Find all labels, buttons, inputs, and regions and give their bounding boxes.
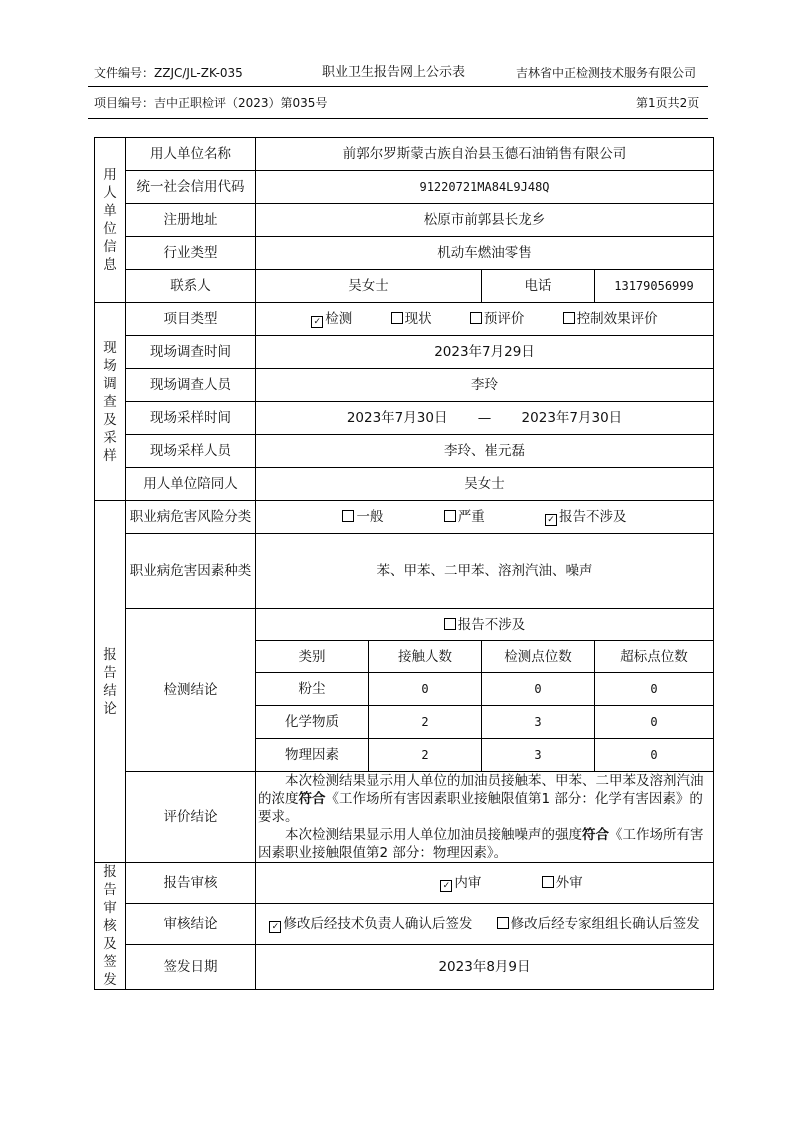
survey-time: 2023年7月29日: [256, 336, 714, 369]
detection-header: 类别: [256, 641, 369, 673]
industry-label: 行业类型: [126, 237, 256, 270]
option-detection[interactable]: ✓ 检测: [311, 310, 352, 328]
employer-name: 前郭尔罗斯蒙古族自治县玉德石油销售有限公司: [256, 138, 714, 171]
detection-cell: 化学物质: [256, 706, 369, 739]
detection-na-option[interactable]: 报告不涉及: [256, 609, 714, 641]
detection-cell: 2: [369, 706, 482, 739]
detection-header: 接触人数: [369, 641, 482, 673]
escort: 吴女士: [256, 468, 714, 501]
detection-cell: 粉尘: [256, 673, 369, 706]
checkbox-icon: ✓: [269, 921, 281, 933]
sampling-staff-label: 现场采样人员: [126, 435, 256, 468]
option-external-audit[interactable]: 外审: [542, 874, 583, 892]
audit-result-label: 审核结论: [126, 903, 256, 944]
sampling-staff: 李玲、崔元磊: [256, 435, 714, 468]
address-label: 注册地址: [126, 204, 256, 237]
issue-date: 2023年8月9日: [256, 944, 714, 989]
page-info: 第1页共2页: [636, 96, 700, 110]
escort-label: 用人单位陪同人: [126, 468, 256, 501]
project-type-options: [256, 303, 714, 336]
audit-label: 报告审核: [126, 863, 256, 904]
detection-cell: 物理因素: [256, 739, 369, 772]
detection-header: 检测点位数: [482, 641, 595, 673]
option-pre-evaluation[interactable]: 预评价: [470, 310, 525, 328]
checkbox-icon: [497, 917, 509, 929]
detection-conclusion-label: 检测结论: [126, 609, 256, 772]
hazard-factors: 苯、甲苯、二甲苯、溶剂汽油、噪声: [256, 534, 714, 609]
hazard-factor-label: 职业病危害因素种类: [126, 534, 256, 609]
issue-date-label: 签发日期: [126, 944, 256, 989]
document-title: 职业卫生报告网上公示表: [322, 65, 466, 80]
sampling-end: 2023年7月30日: [521, 410, 623, 426]
checkbox-icon: [470, 312, 482, 324]
phone-label: 电话: [482, 270, 595, 303]
option-control-evaluation[interactable]: 控制效果评价: [563, 310, 658, 328]
header-rule-bottom: [88, 118, 708, 119]
section-conclusion: 报 告 结 论: [95, 501, 126, 863]
checkbox-icon: [444, 510, 456, 522]
header-rule-top: [88, 86, 708, 87]
contact: 吴女士: [256, 270, 482, 303]
evaluation-text: [256, 772, 714, 863]
option-expert-lead-signoff[interactable]: 修改后经专家组组长确认后签发: [497, 915, 700, 933]
detection-cell: 0: [595, 739, 714, 772]
phone: 13179056999: [595, 270, 714, 303]
checkbox-icon: ✓: [440, 880, 452, 892]
detection-cell: 0: [595, 673, 714, 706]
sampling-time: [256, 402, 714, 435]
detection-header: 超标点位数: [595, 641, 714, 673]
section-review: 报 告 审 核 及 签 发: [95, 863, 126, 990]
industry: 机动车燃油零售: [256, 237, 714, 270]
checkbox-icon: [391, 312, 403, 324]
credit-code: 91220721MA84L9J48Q: [256, 171, 714, 204]
survey-staff: 李玲: [256, 369, 714, 402]
risk-class-options: [256, 501, 714, 534]
detection-cell: 3: [482, 706, 595, 739]
option-tech-lead-signoff[interactable]: ✓ 修改后经技术负责人确认后签发: [269, 915, 472, 933]
file-number: 文件编号：ZZJC/JL-ZK-035: [94, 66, 243, 80]
risk-class-label: 职业病危害风险分类: [126, 501, 256, 534]
option-risk-na[interactable]: ✓ 报告不涉及: [545, 508, 627, 526]
checkbox-icon: [542, 876, 554, 888]
audit-options: [256, 863, 714, 904]
option-risk-severe[interactable]: 严重: [444, 508, 485, 526]
company-name: 吉林省中正检测技术服务有限公司: [516, 66, 697, 80]
checkbox-icon: [444, 618, 456, 630]
checkbox-icon: ✓: [311, 316, 323, 328]
option-status[interactable]: 现状: [391, 310, 432, 328]
sampling-time-label: 现场采样时间: [126, 402, 256, 435]
survey-time-label: 现场调查时间: [126, 336, 256, 369]
employer-name-label: 用人单位名称: [126, 138, 256, 171]
address: 松原市前郭县长龙乡: [256, 204, 714, 237]
detection-cell: 0: [369, 673, 482, 706]
contact-label: 联系人: [126, 270, 256, 303]
credit-code-label: 统一社会信用代码: [126, 171, 256, 204]
checkbox-icon: [342, 510, 354, 522]
survey-staff-label: 现场调查人员: [126, 369, 256, 402]
section-employer: 用 人 单 位 信 息: [95, 138, 126, 303]
detection-cell: 0: [482, 673, 595, 706]
project-type-label: 项目类型: [126, 303, 256, 336]
sampling-start: 2023年7月30日: [346, 410, 448, 426]
sampling-dash: —: [477, 410, 492, 426]
option-internal-audit[interactable]: ✓ 内审: [440, 874, 481, 892]
evaluation-paragraph-2: 本次检测结果显示用人单位加油员接触噪声的强度符合《工作场所有害因素职业接触限值第2 部分：物理因素》。: [258, 827, 704, 861]
detection-cell: 3: [482, 739, 595, 772]
section-survey: 现 场 调 查 及 采 样: [95, 303, 126, 501]
option-risk-general[interactable]: 一般: [342, 508, 383, 526]
project-number: 项目编号：吉中正职检评（2023）第035号: [94, 96, 328, 110]
detection-cell: 0: [595, 706, 714, 739]
evaluation-label: 评价结论: [126, 772, 256, 863]
evaluation-paragraph-1: 本次检测结果显示用人单位的加油员接触苯、甲苯、二甲苯及溶剂汽油的浓度符合《工作场所有害因素职业接触限值第1 部分：化学有害因素》的要求。: [258, 773, 704, 825]
checkbox-icon: [563, 312, 575, 324]
disclosure-table: [94, 137, 714, 990]
detection-cell: 2: [369, 739, 482, 772]
checkbox-icon: ✓: [545, 514, 557, 526]
audit-result-options: [256, 903, 714, 944]
